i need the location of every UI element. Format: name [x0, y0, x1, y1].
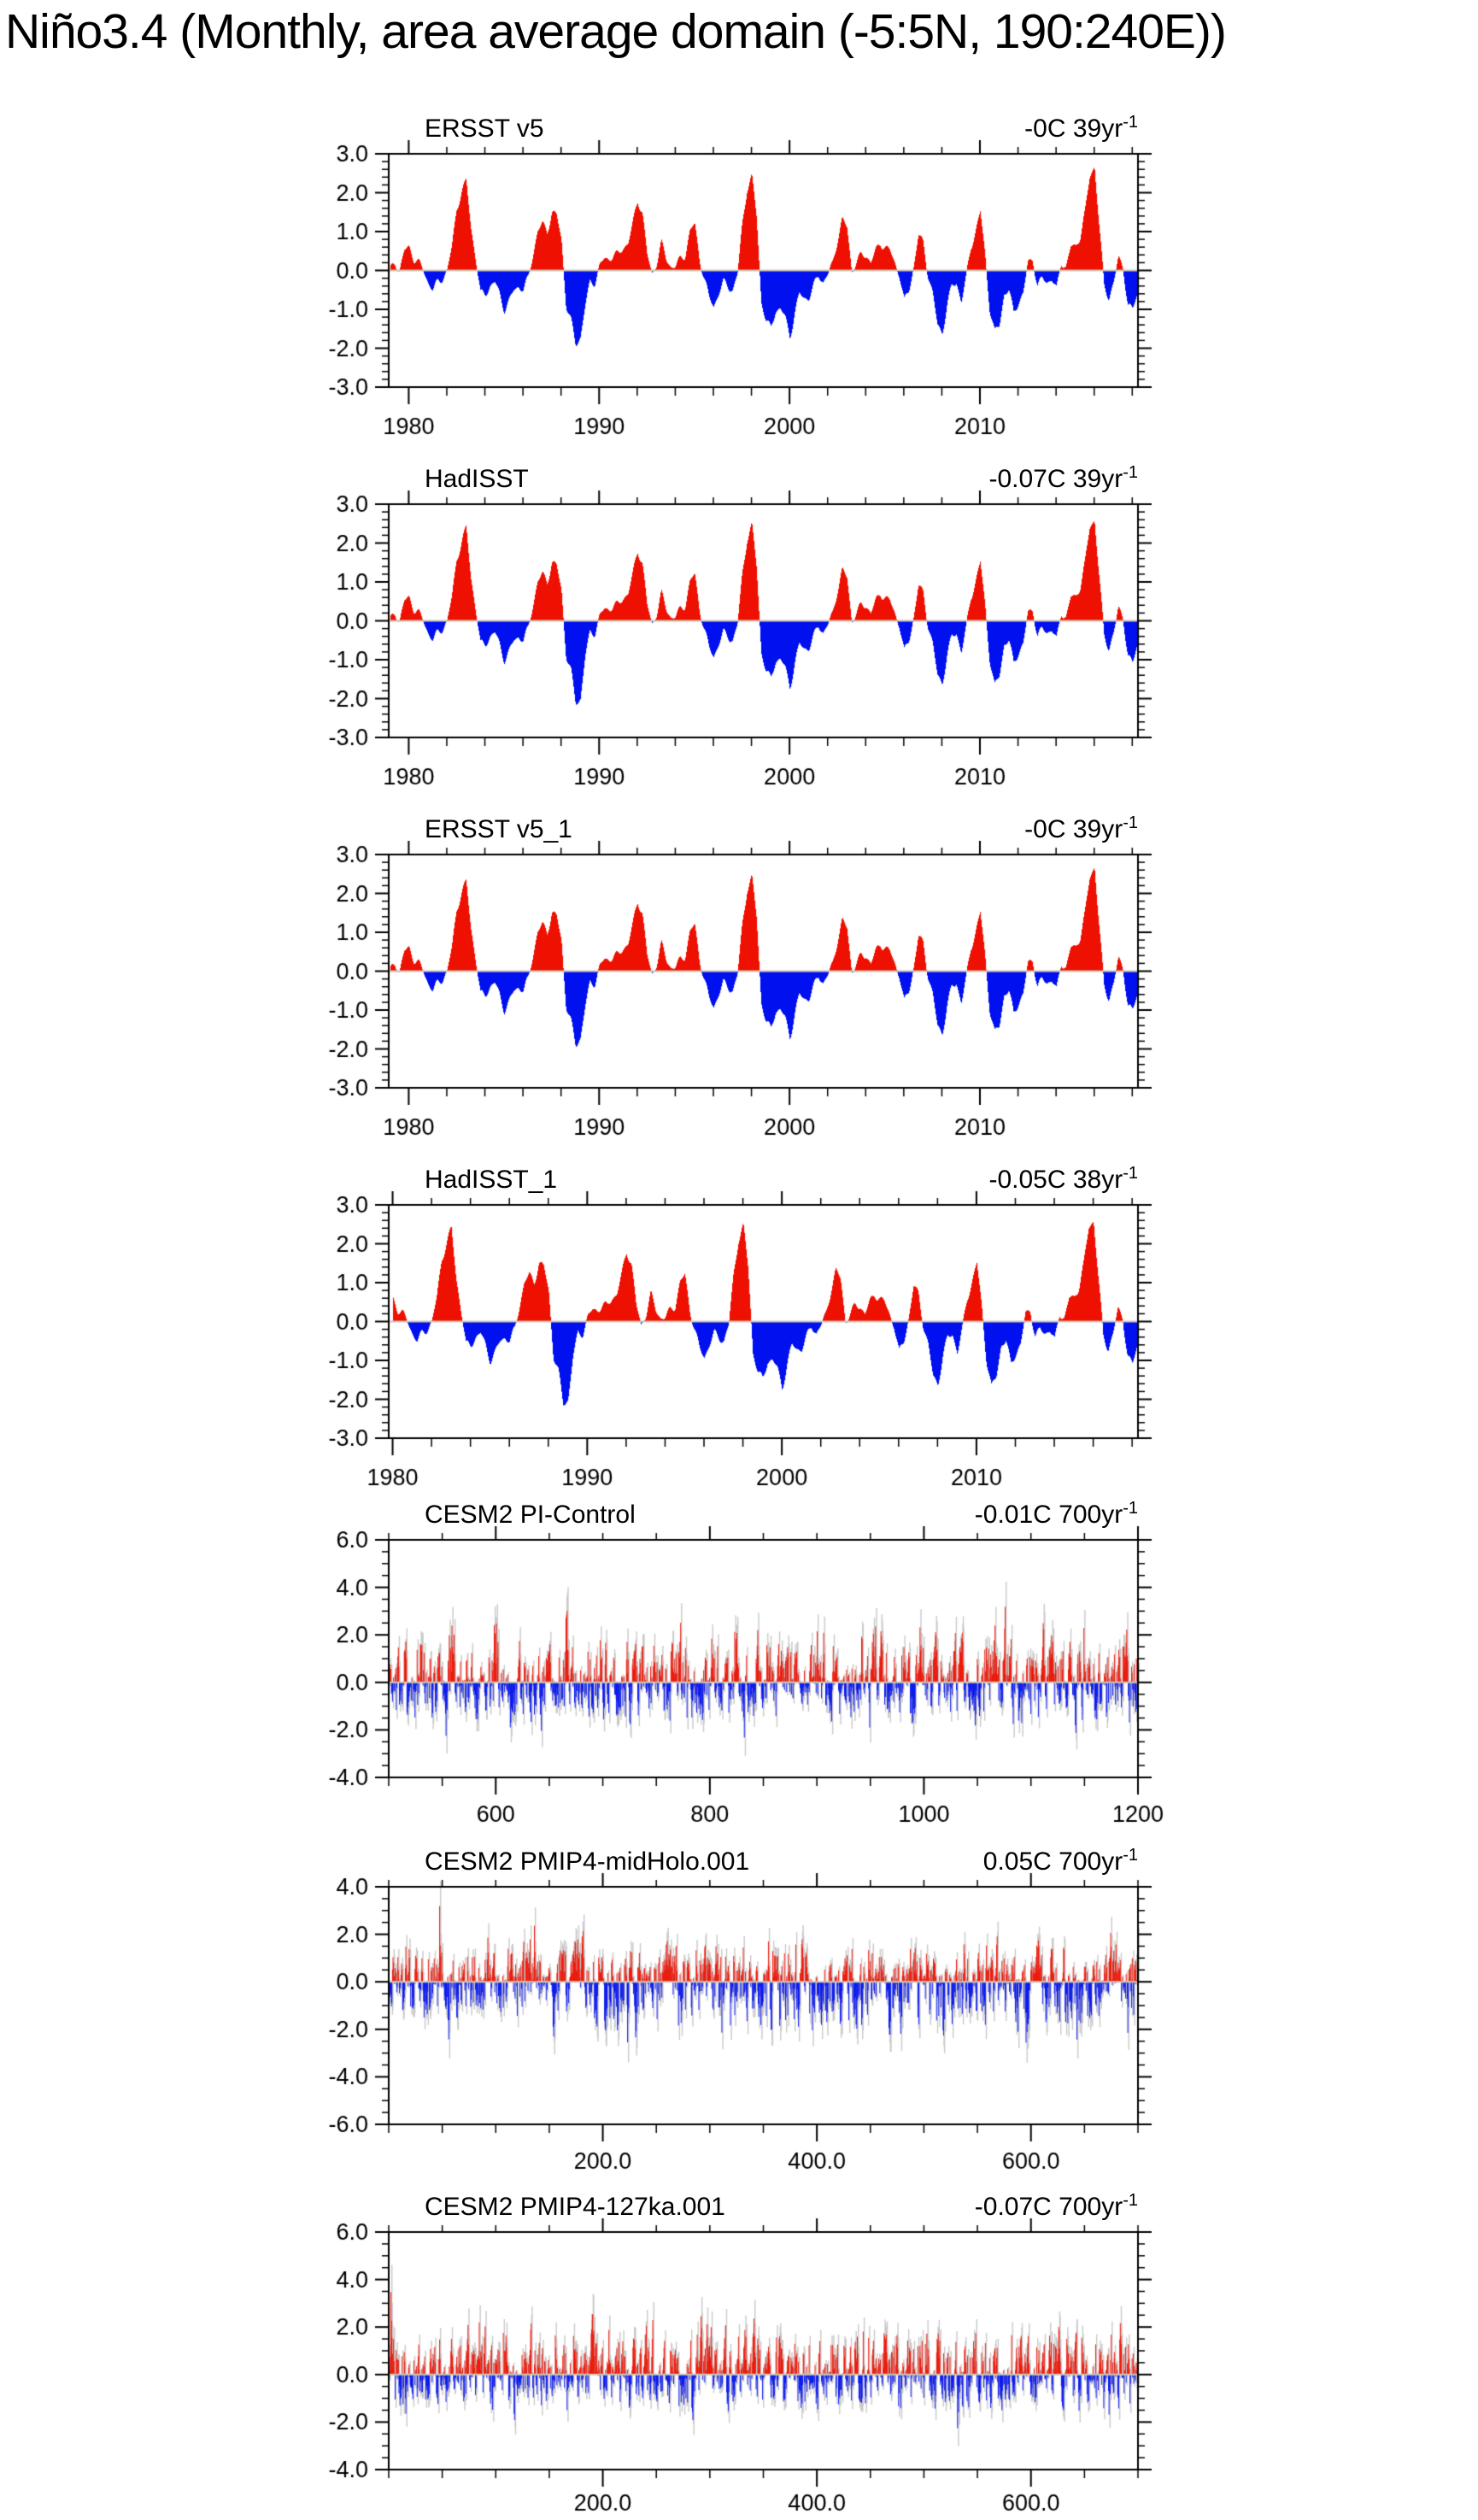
chart-panel-hadisst-1 — [0, 1152, 1478, 1487]
chart-panel-ersst-v5 — [0, 101, 1478, 451]
chart-canvas-ersst-v5 — [0, 101, 1478, 451]
chart-canvas-hadisst — [0, 451, 1478, 802]
panel-title: ERSST v5 — [425, 115, 544, 143]
chart-panel-cesm2-127ka — [0, 2179, 1478, 2520]
trend-text: -0C 39yr — [1024, 115, 1123, 143]
panel-title: HadISST_1 — [425, 1166, 558, 1194]
trend-text: -0.05C 38yr — [988, 1166, 1123, 1194]
trend-superscript: -1 — [1123, 1846, 1138, 1865]
chart-panel-cesm2-pi-control — [0, 1487, 1478, 1834]
trend-superscript: -1 — [1123, 2191, 1138, 2210]
trend-text: 0.05C 700yr — [982, 1847, 1123, 1876]
trend-superscript: -1 — [1123, 1499, 1138, 1518]
panel-trend-label — [975, 2193, 1138, 2222]
panel-title: CESM2 PMIP4-127ka.001 — [425, 2193, 725, 2221]
panel-title: HadISST — [425, 465, 529, 493]
panel-trend-label — [975, 1501, 1138, 1530]
panel-trend-label — [983, 1847, 1138, 1877]
panel-trend-label — [988, 1166, 1138, 1195]
trend-superscript: -1 — [1123, 463, 1138, 482]
trend-superscript: -1 — [1123, 814, 1138, 832]
panel-title: ERSST v5_1 — [425, 815, 572, 843]
chart-canvas-cesm2-127ka — [0, 2179, 1478, 2520]
chart-canvas-hadisst-1 — [0, 1152, 1478, 1487]
chart-canvas-ersst-v5-1 — [0, 802, 1478, 1152]
chart-canvas-cesm2-midholo — [0, 1834, 1478, 2179]
panel-trend-label — [988, 465, 1138, 494]
chart-canvas-cesm2-pi-control — [0, 1487, 1478, 1834]
chart-panel-hadisst — [0, 451, 1478, 802]
trend-text: -0C 39yr — [1024, 815, 1123, 843]
trend-text: -0.01C 700yr — [974, 1501, 1123, 1529]
panel-title: CESM2 PMIP4-midHolo.001 — [425, 1847, 750, 1876]
trend-superscript: -1 — [1123, 113, 1138, 132]
panel-trend-label — [1024, 115, 1138, 144]
trend-superscript: -1 — [1123, 1164, 1138, 1183]
trend-text: -0.07C 700yr — [974, 2193, 1123, 2221]
trend-text: -0.07C 39yr — [988, 465, 1123, 493]
panel-title: CESM2 PI-Control — [425, 1501, 636, 1529]
chart-panel-ersst-v5-1 — [0, 802, 1478, 1152]
panel-trend-label — [1024, 815, 1138, 844]
page-title: Niño3.4 (Monthly, area average domain (-5:5N, 190:240E)) — [5, 4, 1226, 59]
chart-panel-cesm2-midholo — [0, 1834, 1478, 2179]
